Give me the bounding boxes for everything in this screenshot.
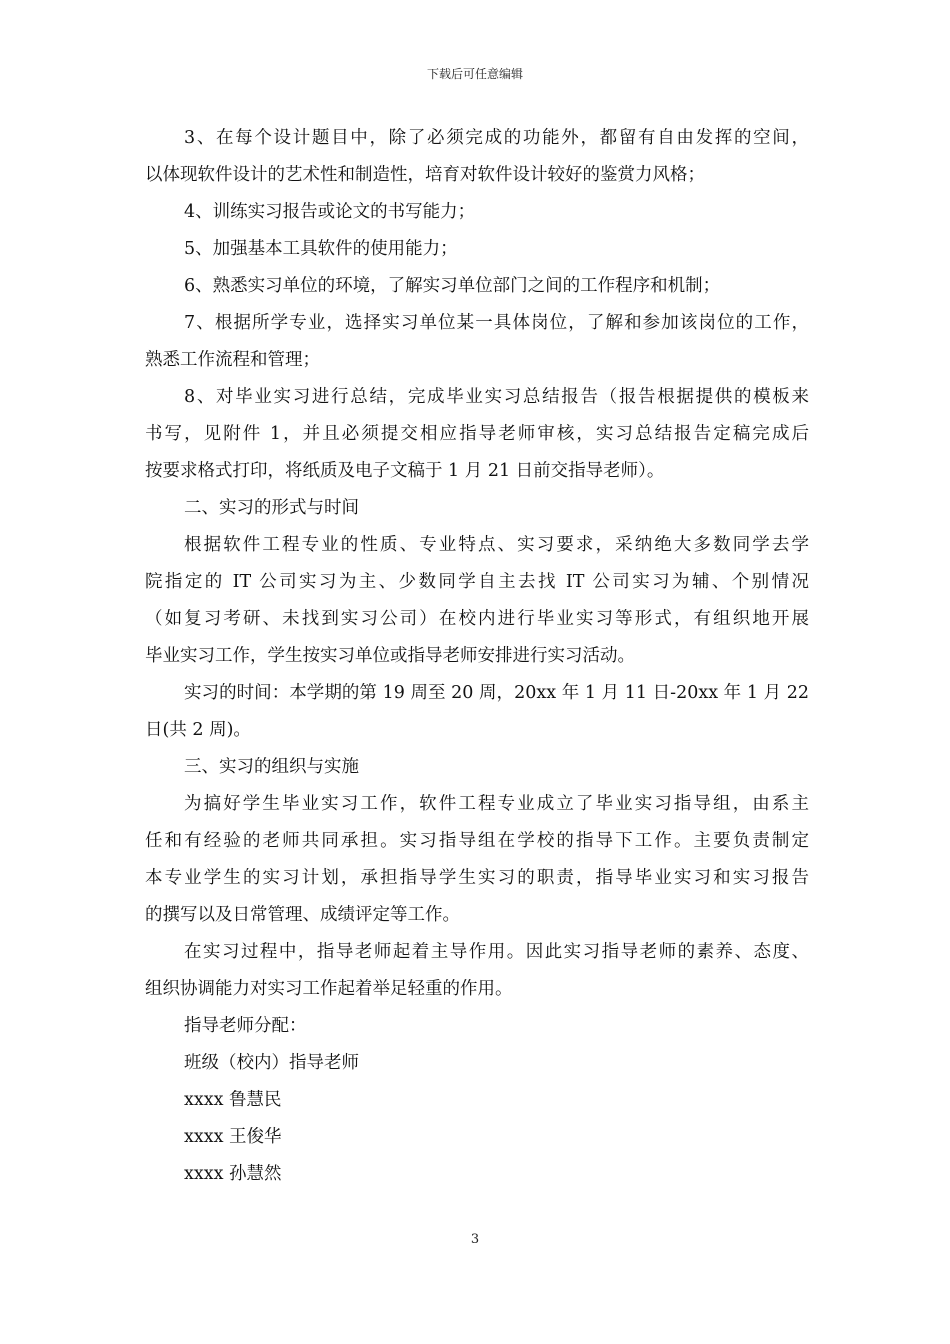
text-line: 6、熟悉实习单位的环境，了解实习单位部门之间的工作程序和机制； xyxy=(184,276,721,296)
page-header: 下载后可任意编辑 xyxy=(426,67,523,81)
text-line: 任和有经验的老师共同承担。实习指导组在学校的指导下工作。主要负责制定 xyxy=(145,831,809,851)
text-line: 院指定的 IT 公司实习为主、少数同学自主去找 IT 公司实习为辅、个别情况 xyxy=(145,572,809,592)
text-line: 毕业实习工作，学生按实习单位或指导老师安排进行实习活动。 xyxy=(145,646,635,666)
document-body xyxy=(145,120,809,1193)
text-line: 3、在每个设计题目中，除了必须完成的功能外，都留有自由发挥的空间， xyxy=(184,128,809,148)
text-line: 本专业学生的实习计划，承担指导学生实习的职责，指导毕业实习和实习报告 xyxy=(145,868,809,888)
text-line: （如复习考研、未找到实习公司）在校内进行毕业实习等形式，有组织地开展 xyxy=(145,609,809,629)
text-line: 熟悉工作流程和管理； xyxy=(145,350,320,370)
text-line: 为搞好学生毕业实习工作，软件工程专业成立了毕业实习指导组，由系主 xyxy=(184,794,809,814)
text-line: 实习的时间：本学期的第 19 周至 20 周，20xx 年 1 月 11 日-20xx 年 1 月 22 xyxy=(184,683,809,703)
text-line: 根据软件工程专业的性质、专业特点、实习要求，采纳绝大多数同学去学 xyxy=(184,535,809,555)
text-line: 8、对毕业实习进行总结，完成毕业实习总结报告（报告根据提供的模板来 xyxy=(184,387,809,407)
text-line: 日(共 2 周)。 xyxy=(145,720,251,740)
text-line: xxxx 王俊华 xyxy=(184,1127,282,1147)
text-line: 5、加强基本工具软件的使用能力； xyxy=(184,239,458,259)
text-line: xxxx 鲁慧民 xyxy=(184,1090,282,1110)
text-line: 以体现软件设计的艺术性和制造性，培育对软件设计较好的鉴赏力风格； xyxy=(145,165,705,185)
text-line: xxxx 孙慧然 xyxy=(184,1164,282,1184)
text-line: 班级（校内）指导老师 xyxy=(184,1053,359,1073)
text-line: 书写，见附件 1，并且必须提交相应指导老师审核，实习总结报告定稿完成后 xyxy=(145,424,809,444)
text-line: 组织协调能力对实习工作起着举足轻重的作用。 xyxy=(145,979,513,999)
text-line: 的撰写以及日常管理、成绩评定等工作。 xyxy=(145,905,460,925)
text-line: 在实习过程中，指导老师起着主导作用。因此实习指导老师的素养、态度、 xyxy=(184,942,809,962)
text-line: 按要求格式打印，将纸质及电子文稿于 1 月 21 日前交指导老师）。 xyxy=(145,461,665,481)
text-line: 三、实习的组织与实施 xyxy=(184,757,359,777)
text-line: 4、训练实习报告或论文的书写能力； xyxy=(184,202,476,222)
text-line: 二、实习的形式与时间 xyxy=(184,498,359,518)
text-line: 指导老师分配： xyxy=(184,1016,307,1036)
page-number: 3 xyxy=(470,1232,480,1247)
text-line: 7、根据所学专业，选择实习单位某一具体岗位，了解和参加该岗位的工作， xyxy=(184,313,809,333)
